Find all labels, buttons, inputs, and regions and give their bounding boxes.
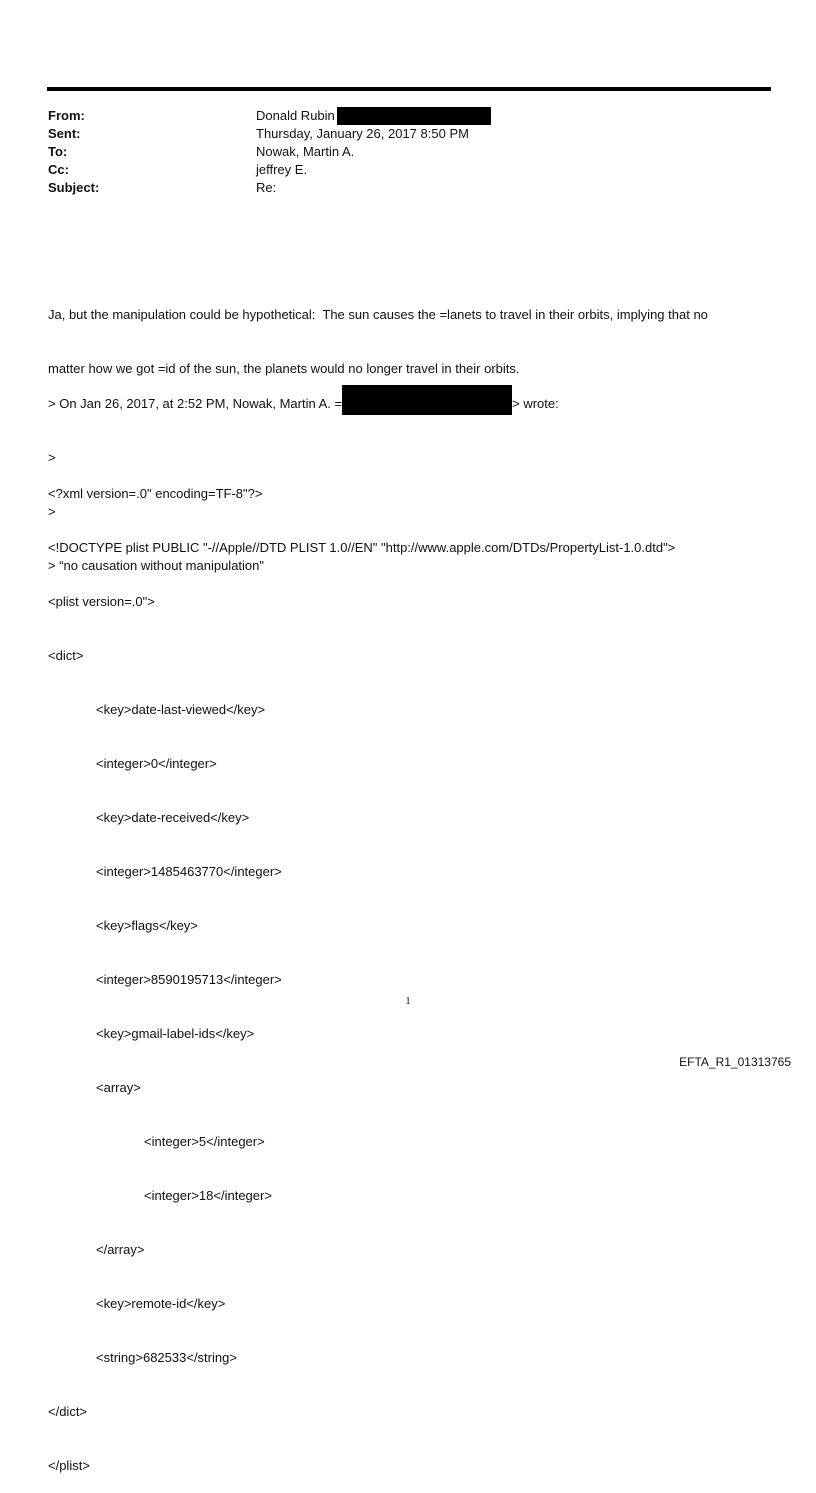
plist-line: <integer>8590195713</integer>: [96, 972, 282, 987]
plist-line: <array>: [96, 1080, 141, 1095]
quote-intro-end: > wrote:: [512, 396, 559, 411]
plist-line: <dict>: [48, 648, 84, 663]
plist-line: <key>remote-id</key>: [96, 1296, 226, 1311]
plist-line: <!DOCTYPE plist PUBLIC "-//Apple//DTD PLIST 1.0//EN" "http://www.apple.com/DTDs/PropertyList-1.0.dtd">: [48, 540, 676, 555]
plist-line: </array>: [96, 1242, 145, 1257]
sent-label: Sent:: [48, 126, 81, 141]
quote-intro: [48, 395, 559, 413]
plist-line: </dict>: [48, 1404, 88, 1419]
plist-xml-block: [48, 449, 675, 1493]
page-number: 1: [405, 995, 411, 1007]
cc-label: Cc:: [48, 162, 69, 177]
plist-line: <integer>18</integer>: [144, 1188, 272, 1203]
plist-line: <?xml version=.0" encoding=TF-8"?>: [48, 486, 263, 501]
sent-value: Thursday, January 26, 2017 8:50 PM: [256, 126, 469, 141]
plist-line: <key>gmail-label-ids</key>: [96, 1026, 255, 1041]
to-value: Nowak, Martin A.: [256, 144, 355, 159]
from-label: From:: [48, 108, 85, 123]
cc-value: jeffrey E.: [256, 162, 308, 177]
quote-line: >: [48, 450, 56, 465]
redaction-box: [342, 385, 512, 415]
from-value: Donald Rubin: [256, 108, 335, 123]
subject-label: Subject:: [48, 180, 100, 195]
document-id: EFTA_R1_01313765: [679, 1055, 791, 1069]
plist-line: <plist version=.0">: [48, 594, 155, 609]
to-label: To:: [48, 144, 68, 159]
plist-line: <key>flags</key>: [96, 918, 198, 933]
plist-line: <string>682533</string>: [96, 1350, 237, 1365]
redaction-box: [337, 107, 491, 125]
plist-line: <integer>5</integer>: [144, 1134, 265, 1149]
plist-line: <integer>0</integer>: [96, 756, 217, 771]
quote-line: >: [48, 504, 56, 519]
body-line: Ja, but the manipulation could be hypothetical: The sun causes the =lanets to travel in their orbits, implying that no: [48, 307, 708, 322]
quote-intro-start: > On Jan 26, 2017, at 2:52 PM, Nowak, Martin A. =: [48, 396, 343, 411]
subject-value: Re:: [256, 180, 277, 195]
plist-line: <key>date-received</key>: [96, 810, 250, 825]
plist-line: <integer>1485463770</integer>: [96, 864, 282, 879]
header-divider: [47, 87, 771, 91]
plist-line: <key>date-last-viewed</key>: [96, 702, 266, 717]
plist-line: </plist>: [48, 1458, 90, 1473]
body-line: matter how we got =id of the sun, the planets would no longer travel in their orbits.: [48, 361, 520, 376]
quote-line: > “no causation without manipulation": [48, 558, 264, 573]
